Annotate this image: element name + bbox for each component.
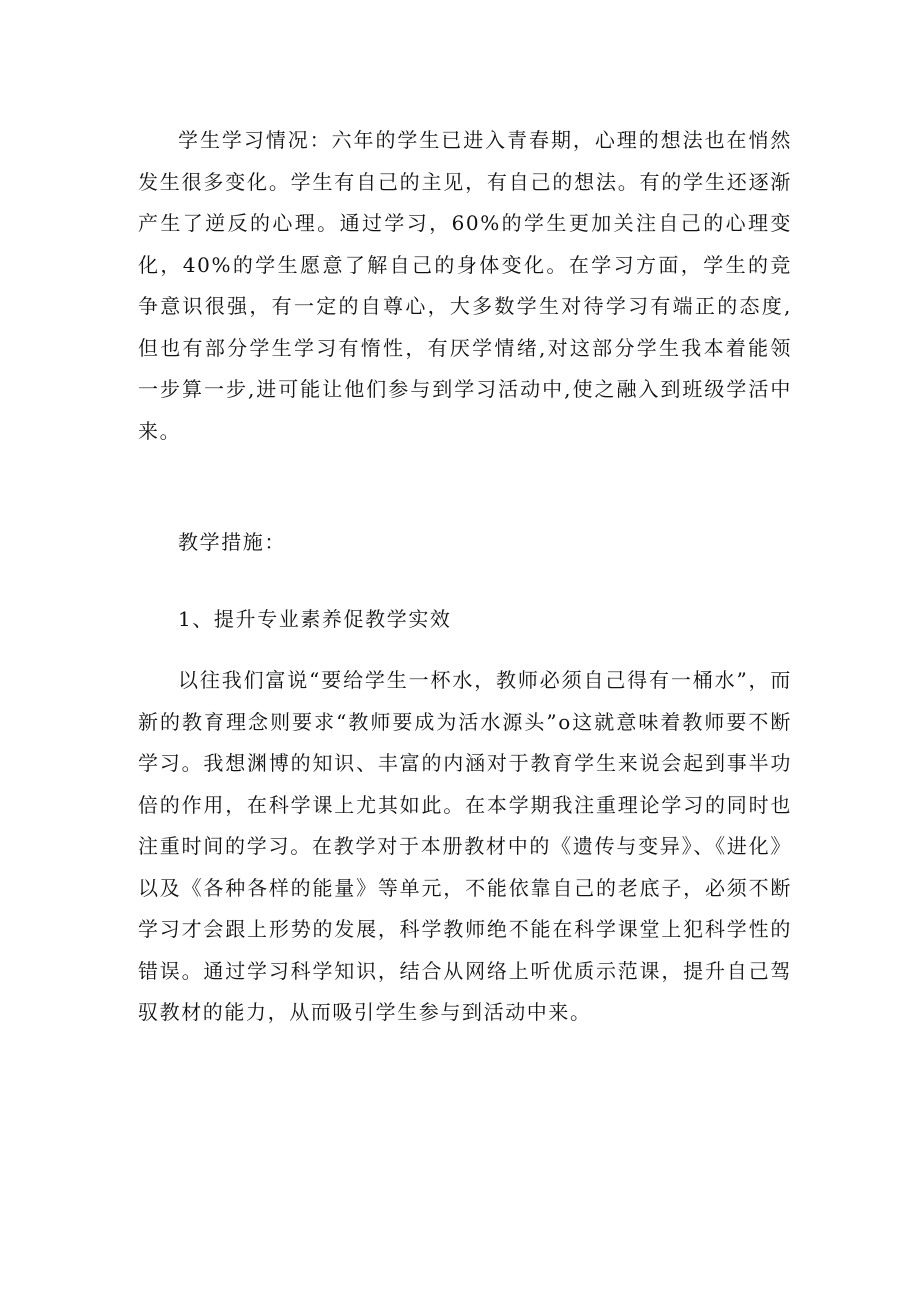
paragraph-professional-quality: 以往我们富说“要给学生一杯水，教师必须自己得有一桶水”，而新的教育理念则要求“教师要成为活水源头”o这就意味着教师要不断学习。我想渊博的知识、丰富的内涵对于教育学生来说会起到事半功倍的作用，在科学课上尤其如此。在本学期我注重理论学习的同时也注重时间的学习。在教学对于本册教材中的《遗传与变异》、《进化》以及《各种各样的能量》等单元，不能依靠自己的老底子，必须不断学习才会跟上形势的发展，科学教师绝不能在科学课堂上犯科学性的错误。通过学习科学知识，结合从网络上听优质示范课，提升自己驾驭教材的能力，从而吸引学生参与到活动中来。	[138, 668, 792, 1024]
subheading-professional-quality: 1、提升专业素养促教学实效	[178, 607, 452, 631]
paragraph-student-situation: 学生学习情况：六年的学生已进入青春期，心理的想法也在悄然发生很多变化。学生有自己的主见，有自己的想法。有的学生还逐渐产生了逆反的心理。通过学习，60%的学生更加关注自己的心理变化，40%的学生愿意了解自己的身体变化。在学习方面，学生的竞争意识很强，有一定的自尊心，大多数学生对待学习有端正的态度,但也有部分学生学习有惰性，有厌学情绪,对这部分学生我本着能领一步算一步,进可能让他们参与到学习活动中,使之融入到班级学活中来。	[138, 128, 792, 443]
heading-teaching-measures: 教学措施：	[178, 530, 286, 554]
